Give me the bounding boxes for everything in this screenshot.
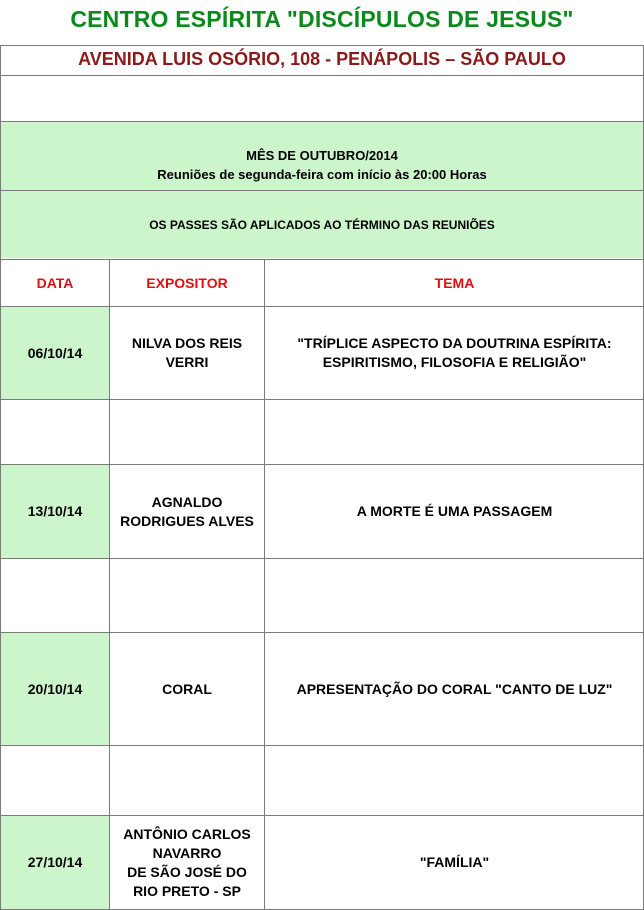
page-title: CENTRO ESPÍRITA "DISCÍPULOS DE JESUS" bbox=[0, 6, 644, 33]
date-cell bbox=[1, 307, 110, 400]
table-row bbox=[1, 633, 644, 746]
schedule-table bbox=[0, 259, 644, 910]
divider bbox=[0, 75, 644, 76]
date-cell bbox=[1, 816, 110, 910]
theme-cell bbox=[265, 400, 644, 465]
speaker-cell bbox=[110, 400, 265, 465]
theme-text-line: "FAMÍLIA" bbox=[269, 853, 640, 872]
speaker-name-line: AGNALDO bbox=[114, 493, 260, 512]
month-label: MÊS DE OUTUBRO/2014 bbox=[0, 148, 644, 163]
column-header-theme: TEMA bbox=[265, 260, 644, 307]
date-cell bbox=[1, 559, 110, 633]
speaker-name-line: NILVA DOS REIS bbox=[114, 334, 260, 353]
theme-text-line: "TRÍPLICE ASPECTO DA DOUTRINA ESPÍRITA: bbox=[269, 334, 640, 353]
column-header-speaker: EXPOSITOR bbox=[110, 260, 265, 307]
table-row-empty bbox=[1, 559, 644, 633]
column-header-date: DATA bbox=[1, 260, 110, 307]
date-value: 06/10/14 bbox=[28, 345, 83, 361]
speaker-cell bbox=[110, 746, 265, 816]
theme-cell bbox=[265, 559, 644, 633]
theme-text-line: APRESENTAÇÃO DO CORAL "CANTO DE LUZ" bbox=[269, 680, 640, 699]
speaker-cell bbox=[110, 465, 265, 559]
date-cell bbox=[1, 400, 110, 465]
speaker-name-line: NAVARRO bbox=[114, 844, 260, 863]
table-row-empty bbox=[1, 400, 644, 465]
address-line: AVENIDA LUIS OSÓRIO, 108 - PENÁPOLIS – SÃO PAULO bbox=[0, 49, 644, 70]
schedule-body bbox=[1, 307, 644, 910]
speaker-name-line: ANTÔNIO CARLOS bbox=[114, 825, 260, 844]
date-cell bbox=[1, 746, 110, 816]
theme-cell bbox=[265, 816, 644, 910]
speaker-name-line: RODRIGUES ALVES bbox=[114, 512, 260, 531]
theme-cell bbox=[265, 633, 644, 746]
speaker-name-line: RIO PRETO - SP bbox=[114, 882, 260, 901]
speaker-cell bbox=[110, 307, 265, 400]
meeting-time-label: Reuniões de segunda-feira com início às 20:00 Horas bbox=[0, 167, 644, 182]
table-row bbox=[1, 465, 644, 559]
speaker-name-line: VERRI bbox=[114, 353, 260, 372]
table-row-empty bbox=[1, 746, 644, 816]
date-value: 13/10/14 bbox=[28, 503, 83, 519]
speaker-cell bbox=[110, 633, 265, 746]
date-value: 20/10/14 bbox=[28, 681, 83, 697]
speaker-cell bbox=[110, 816, 265, 910]
speaker-cell bbox=[110, 559, 265, 633]
theme-cell bbox=[265, 307, 644, 400]
theme-cell bbox=[265, 465, 644, 559]
date-cell bbox=[1, 633, 110, 746]
divider bbox=[0, 45, 644, 46]
speaker-name-line: DE SÃO JOSÉ DO bbox=[114, 863, 260, 882]
table-row bbox=[1, 816, 644, 910]
date-value: 27/10/14 bbox=[28, 854, 83, 870]
table-row bbox=[1, 307, 644, 400]
date-cell bbox=[1, 465, 110, 559]
theme-text-line: A MORTE É UMA PASSAGEM bbox=[269, 502, 640, 521]
passes-note: OS PASSES SÃO APLICADOS AO TÉRMINO DAS REUNIÕES bbox=[0, 218, 644, 232]
table-header-row bbox=[1, 260, 644, 307]
theme-text-line: ESPIRITISMO, FILOSOFIA E RELIGIÃO" bbox=[269, 353, 640, 372]
theme-cell bbox=[265, 746, 644, 816]
speaker-name-line: CORAL bbox=[114, 680, 260, 699]
